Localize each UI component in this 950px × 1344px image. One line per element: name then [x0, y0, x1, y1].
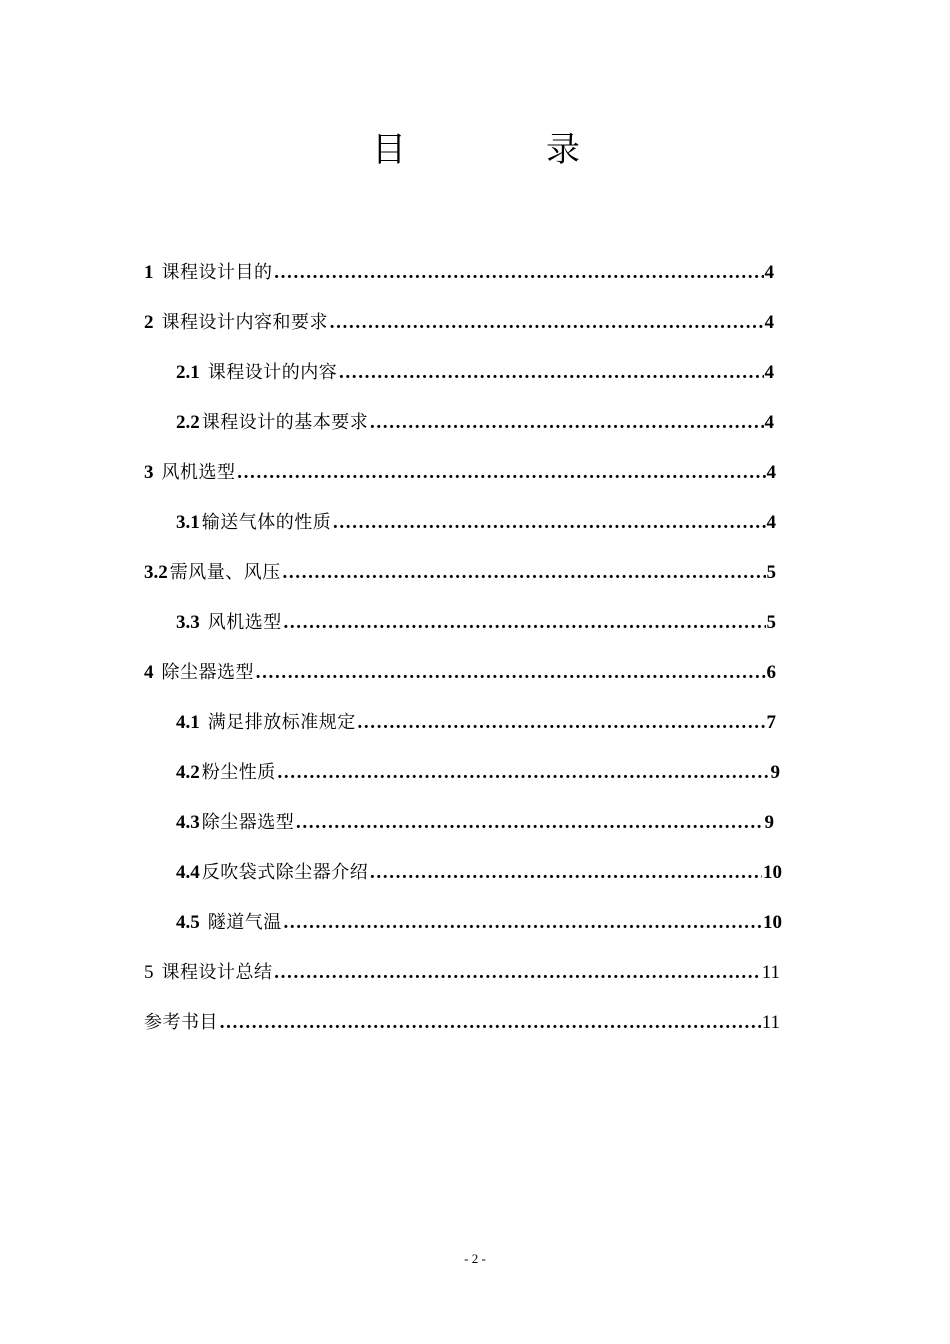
toc-entry-page: 4	[764, 412, 774, 433]
toc-entry-label: 隧道气温	[207, 912, 282, 933]
toc-entry-3-1[interactable]	[176, 506, 776, 540]
toc-leader-dots	[283, 906, 762, 940]
toc-entry-label: 输送气体的性质	[201, 512, 332, 533]
toc-entry-number: 3.3	[176, 612, 200, 633]
toc-entry-number: 4.3	[176, 812, 200, 833]
toc-leader-dots	[369, 856, 762, 890]
toc-entry-3-2[interactable]	[144, 556, 776, 590]
toc-entry-label: 除尘器选型	[201, 812, 295, 833]
toc-entry-number: 1	[144, 262, 154, 283]
toc-entry-page: 4	[766, 512, 776, 533]
toc-entry-label: 满足排放标准规定	[207, 712, 356, 733]
toc-entry-2[interactable]	[144, 306, 774, 340]
toc-entry-2-2[interactable]	[176, 406, 774, 440]
toc-entry-4-5[interactable]	[176, 906, 782, 940]
toc-entry-page: 5	[766, 612, 776, 633]
toc-leader-dots	[357, 706, 766, 740]
toc-entry-label: 课程设计总结	[161, 962, 273, 983]
toc-entry-page: 4	[764, 362, 774, 383]
toc-entry-label: 需风量、风压	[169, 562, 281, 583]
toc-entry-number: 3.1	[176, 512, 200, 533]
toc-entry-4[interactable]	[144, 656, 776, 690]
toc-entry-4-4[interactable]	[176, 856, 782, 890]
toc-entry-5[interactable]	[144, 956, 780, 990]
toc-entry-page: 10	[763, 912, 782, 933]
toc-entry-label: 除尘器选型	[161, 662, 254, 683]
toc-leader-dots	[255, 656, 766, 690]
toc-entry-label: 课程设计目的	[161, 262, 273, 283]
toc-entry-number: 5	[144, 962, 154, 983]
toc-leader-dots	[332, 506, 765, 540]
toc-entry-label: 课程设计的基本要求	[201, 412, 369, 433]
title-char-2: 录	[546, 130, 580, 170]
toc-entry-page: 7	[766, 712, 776, 733]
toc-entry-label: 课程设计内容和要求	[161, 312, 328, 333]
toc-leader-dots	[237, 456, 766, 490]
toc-entry-label: 反吹袋式除尘器介绍	[201, 862, 369, 883]
toc-entry-number: 4.5	[176, 912, 200, 933]
toc-leader-dots	[369, 406, 763, 440]
toc-entry-page: 9	[764, 812, 774, 833]
toc-entry-page: 11	[761, 1012, 780, 1033]
toc-leader-dots	[283, 606, 766, 640]
title-char-1: 目	[372, 130, 406, 170]
toc-entry-page: 6	[766, 662, 776, 683]
toc-leader-dots	[219, 1006, 761, 1040]
toc-entry-page: 9	[770, 762, 780, 783]
toc-entry-number: 3.2	[144, 562, 168, 583]
toc-entry-page: 10	[763, 862, 782, 883]
toc-leader-dots	[274, 256, 764, 290]
toc-entry-page: 5	[766, 562, 776, 583]
toc-entry-number: 4.1	[176, 712, 200, 733]
toc-entry-4-2[interactable]	[176, 756, 780, 790]
toc-entry-page: 11	[761, 962, 780, 983]
toc-entry-3[interactable]	[144, 456, 776, 490]
toc-entry-number: 3	[144, 462, 154, 483]
toc-entry-page: 4	[766, 462, 776, 483]
toc-entry-label: 粉尘性质	[201, 762, 276, 783]
toc-leader-dots	[282, 556, 766, 590]
toc-entry-references[interactable]	[144, 1006, 780, 1040]
toc-entry-number: 4.4	[176, 862, 200, 883]
toc-entry-page: 4	[764, 262, 774, 283]
toc-leader-dots	[338, 356, 763, 390]
toc-entry-label: 参考书目	[144, 1012, 218, 1033]
page-number-footer: - 2 -	[464, 1251, 486, 1266]
toc-leader-dots	[329, 306, 764, 340]
toc-entry-number: 2.2	[176, 412, 200, 433]
toc-leader-dots	[277, 756, 770, 790]
toc-entry-page: 4	[764, 312, 774, 333]
toc-entry-4-1[interactable]	[176, 706, 776, 740]
toc-entry-label: 风机选型	[207, 612, 282, 633]
toc-entry-number: 2.1	[176, 362, 200, 383]
toc-entry-number: 4	[144, 662, 154, 683]
toc-entry-label: 风机选型	[161, 462, 236, 483]
toc-leader-dots	[295, 806, 763, 840]
toc-entry-number: 2	[144, 312, 154, 333]
toc-entry-4-3[interactable]	[176, 806, 774, 840]
toc-leader-dots	[274, 956, 761, 990]
toc-entry-3-3[interactable]	[176, 606, 776, 640]
toc-entry-2-1[interactable]	[176, 356, 774, 390]
page-title	[0, 128, 950, 176]
toc-entry-number: 4.2	[176, 762, 200, 783]
toc-entry-1[interactable]	[144, 256, 774, 290]
toc-entry-label: 课程设计的内容	[207, 362, 338, 383]
